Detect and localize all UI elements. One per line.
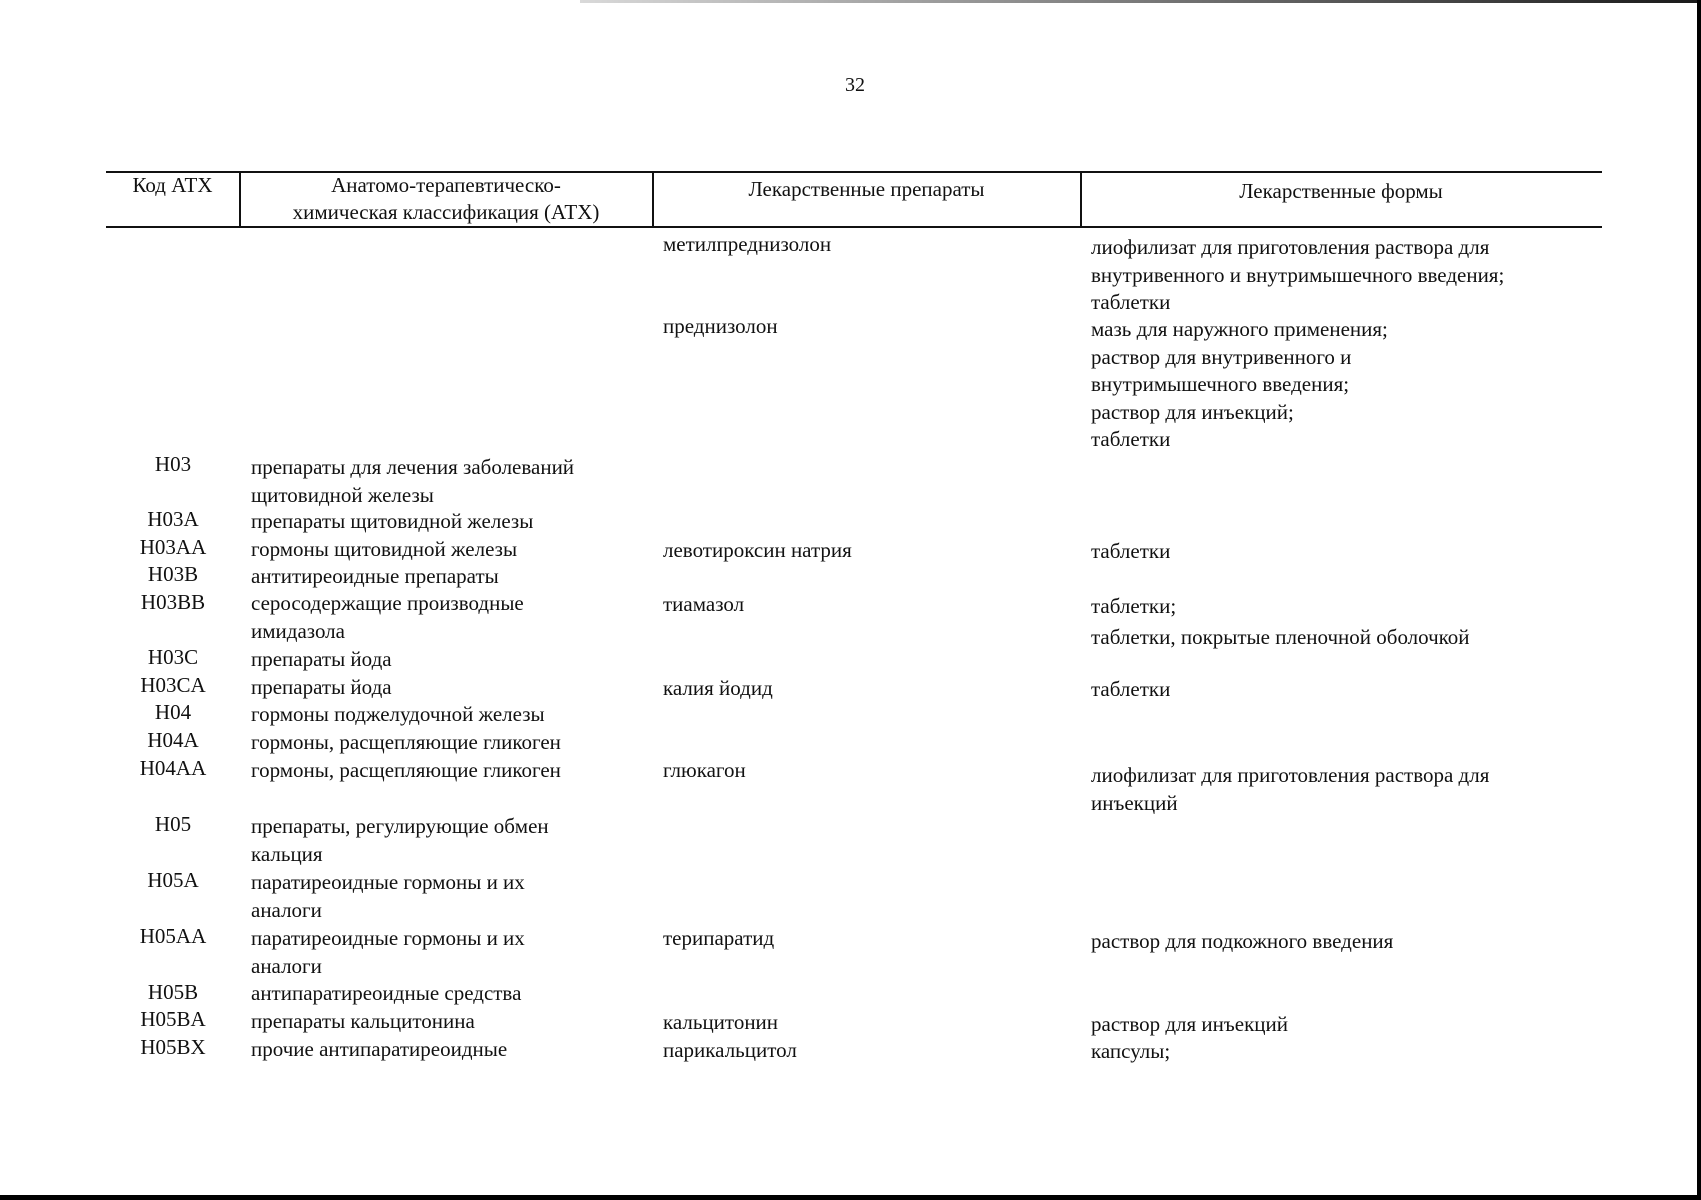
form-line: таблетки [1091,677,1171,701]
name-line: имидазола [251,618,345,643]
scan-edge-right [1697,0,1701,1200]
row-drug: глюкагон [663,758,746,782]
row-forms [1091,593,1470,651]
row-name [251,508,533,536]
row-forms [1091,234,1504,317]
form-line: раствор для подкожного введения [1091,929,1394,953]
row-name [251,701,545,729]
row-name [251,646,392,674]
name-line: гормоны щитовидной железы [251,537,518,561]
header-drugs: Лекарственные препараты [748,177,985,201]
row-forms [1091,1038,1170,1066]
row-drug: преднизолон [663,314,778,338]
form-line: инъекций [1091,790,1178,815]
row-code: H05AA [139,924,207,948]
row-name [251,869,525,924]
row-code: H05A [147,868,199,892]
name-line: гормоны, расщепляющие гликоген [251,730,561,754]
row-code: H03CA [140,673,206,697]
header-code: Код АТХ [132,173,213,197]
name-line: препараты, регулирующие обмен [251,814,549,838]
row-name [251,674,392,702]
row-drug: калия йодид [663,676,773,700]
row-forms [1091,316,1388,454]
row-code: H05 [154,812,192,836]
name-line: препараты для лечения заболеваний [251,455,575,479]
row-name [251,813,549,868]
form-line: внутривенного и внутримышечного введения; [1091,262,1505,287]
row-name [251,729,561,757]
form-line: раствор для инъекций [1091,1012,1288,1036]
row-forms [1091,762,1489,817]
header-classification-line2: химическая классификация (АТХ) [292,200,600,224]
row-drug: кальцитонин [663,1010,779,1034]
name-line: щитовидной железы [251,482,434,507]
row-code: H03 [154,452,192,476]
row-name [251,454,574,509]
row-forms [1091,928,1393,956]
form-line: раствор для инъекций; [1091,399,1294,424]
form-line: лиофилизат для приготовления раствора для [1091,235,1490,259]
name-line: антитиреоидные препараты [251,564,499,588]
name-line: гормоны поджелудочной железы [251,702,545,726]
form-line: таблетки [1091,290,1171,314]
row-code: H03A [147,507,199,531]
form-line: капсулы; [1091,1039,1171,1063]
name-line: препараты йода [251,647,392,671]
row-code: H05BX [140,1035,206,1059]
row-name [251,757,561,785]
row-code: H04AA [139,756,207,780]
name-line: препараты кальцитонина [251,1009,475,1033]
name-line: кальция [251,841,323,866]
form-line: таблетки; [1091,594,1177,618]
row-code: H03C [147,645,199,669]
name-line: паратиреоидные гормоны и их [251,926,525,950]
form-line: таблетки, покрытые пленочной оболочкой [1091,624,1470,649]
scan-edge-top [580,0,1701,3]
row-drug: терипаратид [663,926,775,950]
row-code: H04 [154,700,192,724]
form-line: внутримышечного введения; [1091,372,1350,396]
scan-edge-bottom [0,1195,1701,1200]
row-code: H05B [147,980,199,1004]
row-forms [1091,1011,1288,1039]
name-line: прочие антипаратиреоидные [251,1037,508,1061]
page-number: 32 [845,74,865,96]
row-drug: тиамазол [663,592,745,616]
header-classification [241,172,651,226]
name-line: паратиреоидные гормоны и их [251,870,525,894]
row-code: H04A [147,728,199,752]
name-line: препараты щитовидной железы [251,509,534,533]
name-line: гормоны, расщепляющие гликоген [251,758,561,782]
form-line: таблетки [1091,539,1171,563]
form-line: раствор для внутривенного и [1091,344,1352,369]
row-name [251,536,517,564]
header-rule-bottom [106,226,1602,228]
row-drug: парикальцитол [663,1038,797,1062]
row-name [251,1036,507,1064]
header-forms: Лекарственные формы [1239,179,1443,203]
row-name [251,925,525,980]
row-name [251,980,521,1008]
name-line: аналоги [251,897,322,922]
row-drug: левотироксин натрия [663,538,852,562]
row-code: H03AA [139,535,207,559]
row-name [251,563,499,591]
row-forms [1091,538,1170,566]
row-drug: метилпреднизолон [663,232,832,256]
row-code: H03BB [140,590,206,614]
row-forms [1091,676,1170,704]
header-classification-line1: Анатомо-терапевтическо- [331,173,561,197]
row-name [251,590,524,645]
name-line: аналоги [251,953,322,978]
name-line: препараты йода [251,675,392,699]
form-line: мазь для наружного применения; [1091,317,1388,341]
row-code: H03B [147,562,199,586]
name-line: антипаратиреоидные средства [251,981,522,1005]
row-name [251,1008,475,1036]
row-code: H05BA [140,1007,206,1031]
form-line: таблетки [1091,427,1171,451]
form-line: лиофилизат для приготовления раствора для [1091,763,1490,787]
name-line: серосодержащие производные [251,591,524,615]
